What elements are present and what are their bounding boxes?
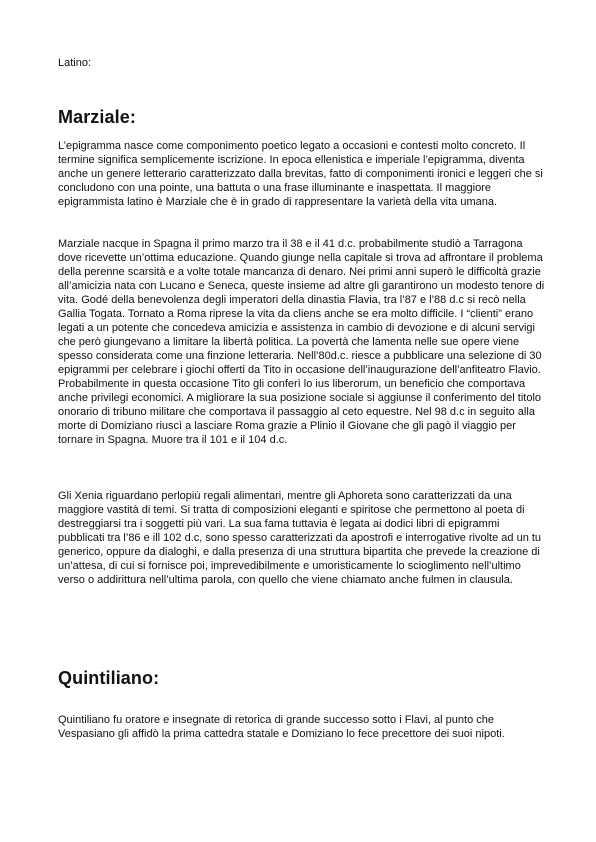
- subject-label: Latino:: [58, 57, 92, 69]
- paragraph-marziale-works: Gli Xenia riguardano perlopiù regali alimentari, mentre gli Aphoreta sono caratterizzati da una maggiore vastità di temi. Si tratta di composizioni eleganti e spiritose che permettono al poeta di destreggiarsi tra i soggetti più vari. La sua fama tuttavia è legata ai dodici libri di epigrammi pubblicati tra l’86 e ill 102 d.c, sono spesso caratterizzati da apostrofi e interrogative rivolte ad un tu generico, oppure da dialoghi, e dalla presenza di una struttura bipartita che prevede la creazione di un’attesa, di cui si fornisce poi, imprevedibilmente e umoristicamente lo scioglimento nell’ultimo verso o addirittura nell’ultima parola, con quello che viene chiamato anche fulmen in clausula.: [58, 490, 542, 586]
- section-heading-marziale: Marziale:: [58, 107, 136, 127]
- paragraph-quintiliano-intro: Quintiliano fu oratore e insegnate di retorica di grande successo sotto i Flavi, al punto che Vespasiano gli affidò la prima cattedra statale e Domiziano lo fece precettore dei suoi nipoti.: [58, 714, 505, 740]
- section-heading-quintiliano: Quintiliano:: [58, 668, 160, 688]
- paragraph-marziale-biography: Marziale nacque in Spagna il primo marzo tra il 38 e il 41 d.c. probabilmente studiò a Tarragona dove ricevette un’ottima educazione. Quando giunge nella capitale si trova ad affrontare il problema della perenne scarsità e a volte totale mancanza di denaro. Nei primi anni superò le difficoltà grazie all’amicizia nata con Lucano e Seneca, queste insieme ad altre gli garantirono un modesto tenore di vita. Godé della benevolenza degli imperatori della dinastia Flavia, tra l’87 e l’88 d.c si recò nella Gallia Togata. Tornato a Roma riprese la vita da cliens anche se era molto difficile. I “clienti” erano legati a un potente che concedeva amicizia e assistenza in cambio di devozione e di alcuni servigi che però giungevano a limitare la libertà politica. La povertà che lamenta nelle sue opere viene spesso considerata come una finzione letteraria. Nell’80d.c. riesce a pubblicare una selezione di 30 epigrammi per celebrare i giochi offerti da Tito in occasione dell’inaugurazione dell’anfiteatro Flavio. Probabilmente in questa occasione Tito gli conferì lo ius liberorum, un beneficio che comportava anche privilegi economici. A migliorare la sua posizione sociale si aggiunse il conferimento del titolo onorario di tribuno militare che comportava il passaggio al ceto equestre. Nel 98 d.c in seguito alla morte di Domiziano riuscì a lasciare Roma grazie a Plinio il Giovane che gli pagò il viaggio per tornare in Spagna. Muore tra il 101 e il 104 d.c.: [58, 238, 545, 446]
- paragraph-marziale-intro: L’epigramma nasce come componimento poetico legato a occasioni e contesti molto concreto. Il termine significa semplicemente iscrizione. In epoca ellenistica e imperiale l’epigramma, diventa anche un genere letterario caratterizzato dalla brevitas, fatto di componimenti ironici e leggeri che si concludono con una pointe, una battuta o una frase illuminante e inaspettata. Il maggiore epigrammista latino è Marziale che è in grado di rappresentare la varietà della vita umana.: [58, 140, 543, 208]
